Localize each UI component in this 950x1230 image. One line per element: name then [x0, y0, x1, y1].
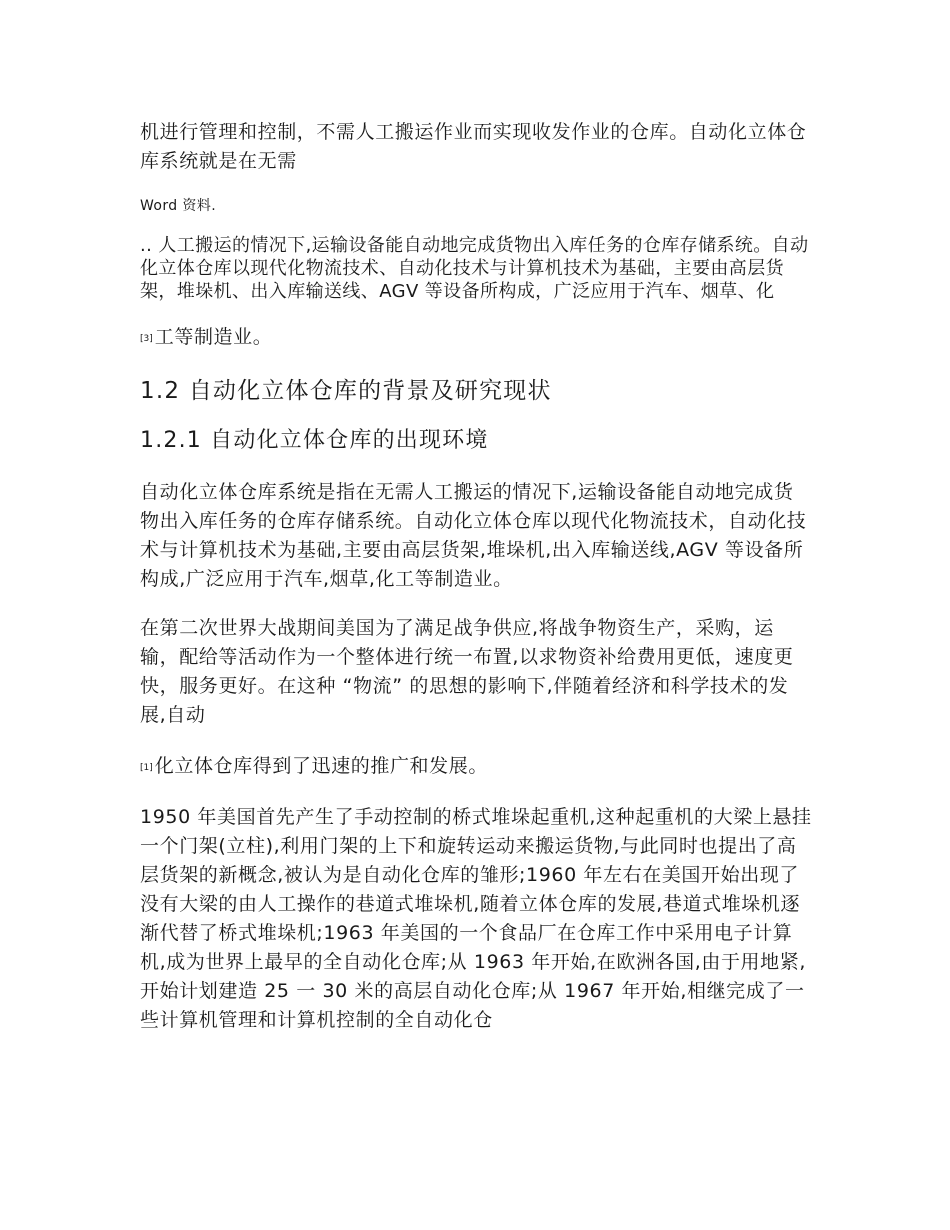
paragraph-with-citation-1	[140, 752, 812, 783]
citation-ref: [1]	[140, 763, 153, 773]
subsection-heading-1-2-1: 1.2.1 自动化立体仓库的出现环境	[140, 428, 489, 453]
document-body	[140, 118, 812, 1035]
paragraph-text: 工等制造业。	[154, 326, 273, 348]
paragraph-with-citation-3	[140, 323, 812, 354]
paragraph-definition: 自动化立体仓库系统是指在无需人工搬运的情况下,运输设备能自动地完成货物出入库任务的仓库存储系统。自动化立体仓库以现代化物流技术，自动化技术与计算机技术为基础,主要由高层货架,堆垛机,出入库输送线,AGV 等设备所构成,广泛应用于汽车,烟草,化工等制造业。	[140, 481, 807, 590]
citation-ref: [3]	[140, 334, 153, 344]
paragraph-intro: 机进行管理和控制，不需人工搬运作业而实现收发作业的仓库。自动化立体仓库系统就是在无需	[140, 121, 807, 172]
paragraph-history-timeline: 1950 年美国首先产生了手动控制的桥式堆垛起重机,这种起重机的大梁上悬挂一个门架(立柱),利用门架的上下和旋转运动来搬运货物,与此同时也提出了高层货架的新概念,被认为是自动化仓库的雏形;1960 年左右在美国开始出现了没有大梁的由人工操作的巷道式堆垛机,随着立体仓库的发展,巷道式堆垛机逐渐代替了桥式堆垛机;1963 年美国的一个食品厂在仓库工作中采用电子计算机,成为世界上最早的全自动化仓库;从 1963 年开始,在欧洲各国,由于用地紧,开始计划建造 25 一 30 米的高层自动化仓库;从 1967 年开始,相继完成了一些计算机管理和计算机控制的全自动化仓	[140, 806, 812, 1031]
page-footer-note: Word 资料.	[140, 198, 217, 214]
paragraph-text: 化立体仓库得到了迅速的推广和发展。	[154, 755, 488, 777]
section-heading-1-2: 1.2 自动化立体仓库的背景及研究现状	[140, 378, 552, 404]
paragraph-continuation: .. 人工搬运的情况下,运输设备能自动地完成货物出入库任务的仓库存储系统。自动化立体仓库以现代化物流技术、自动化技术与计算机技术为基础，主要由高层货架，堆垛机、出入库输送线、AGV 等设备所构成，广泛应用于汽车、烟草、化	[140, 235, 809, 302]
paragraph-history-wwii: 在第二次世界大战期间美国为了满足战争供应,将战争物资生产，采购，运输，配给等活动作为一个整体进行统一布置,以求物资补给费用更低，速度更快，服务更好。在这种 “物流” 的思想的影响下,伴随着经济和科学技术的发展,自动	[140, 617, 794, 726]
